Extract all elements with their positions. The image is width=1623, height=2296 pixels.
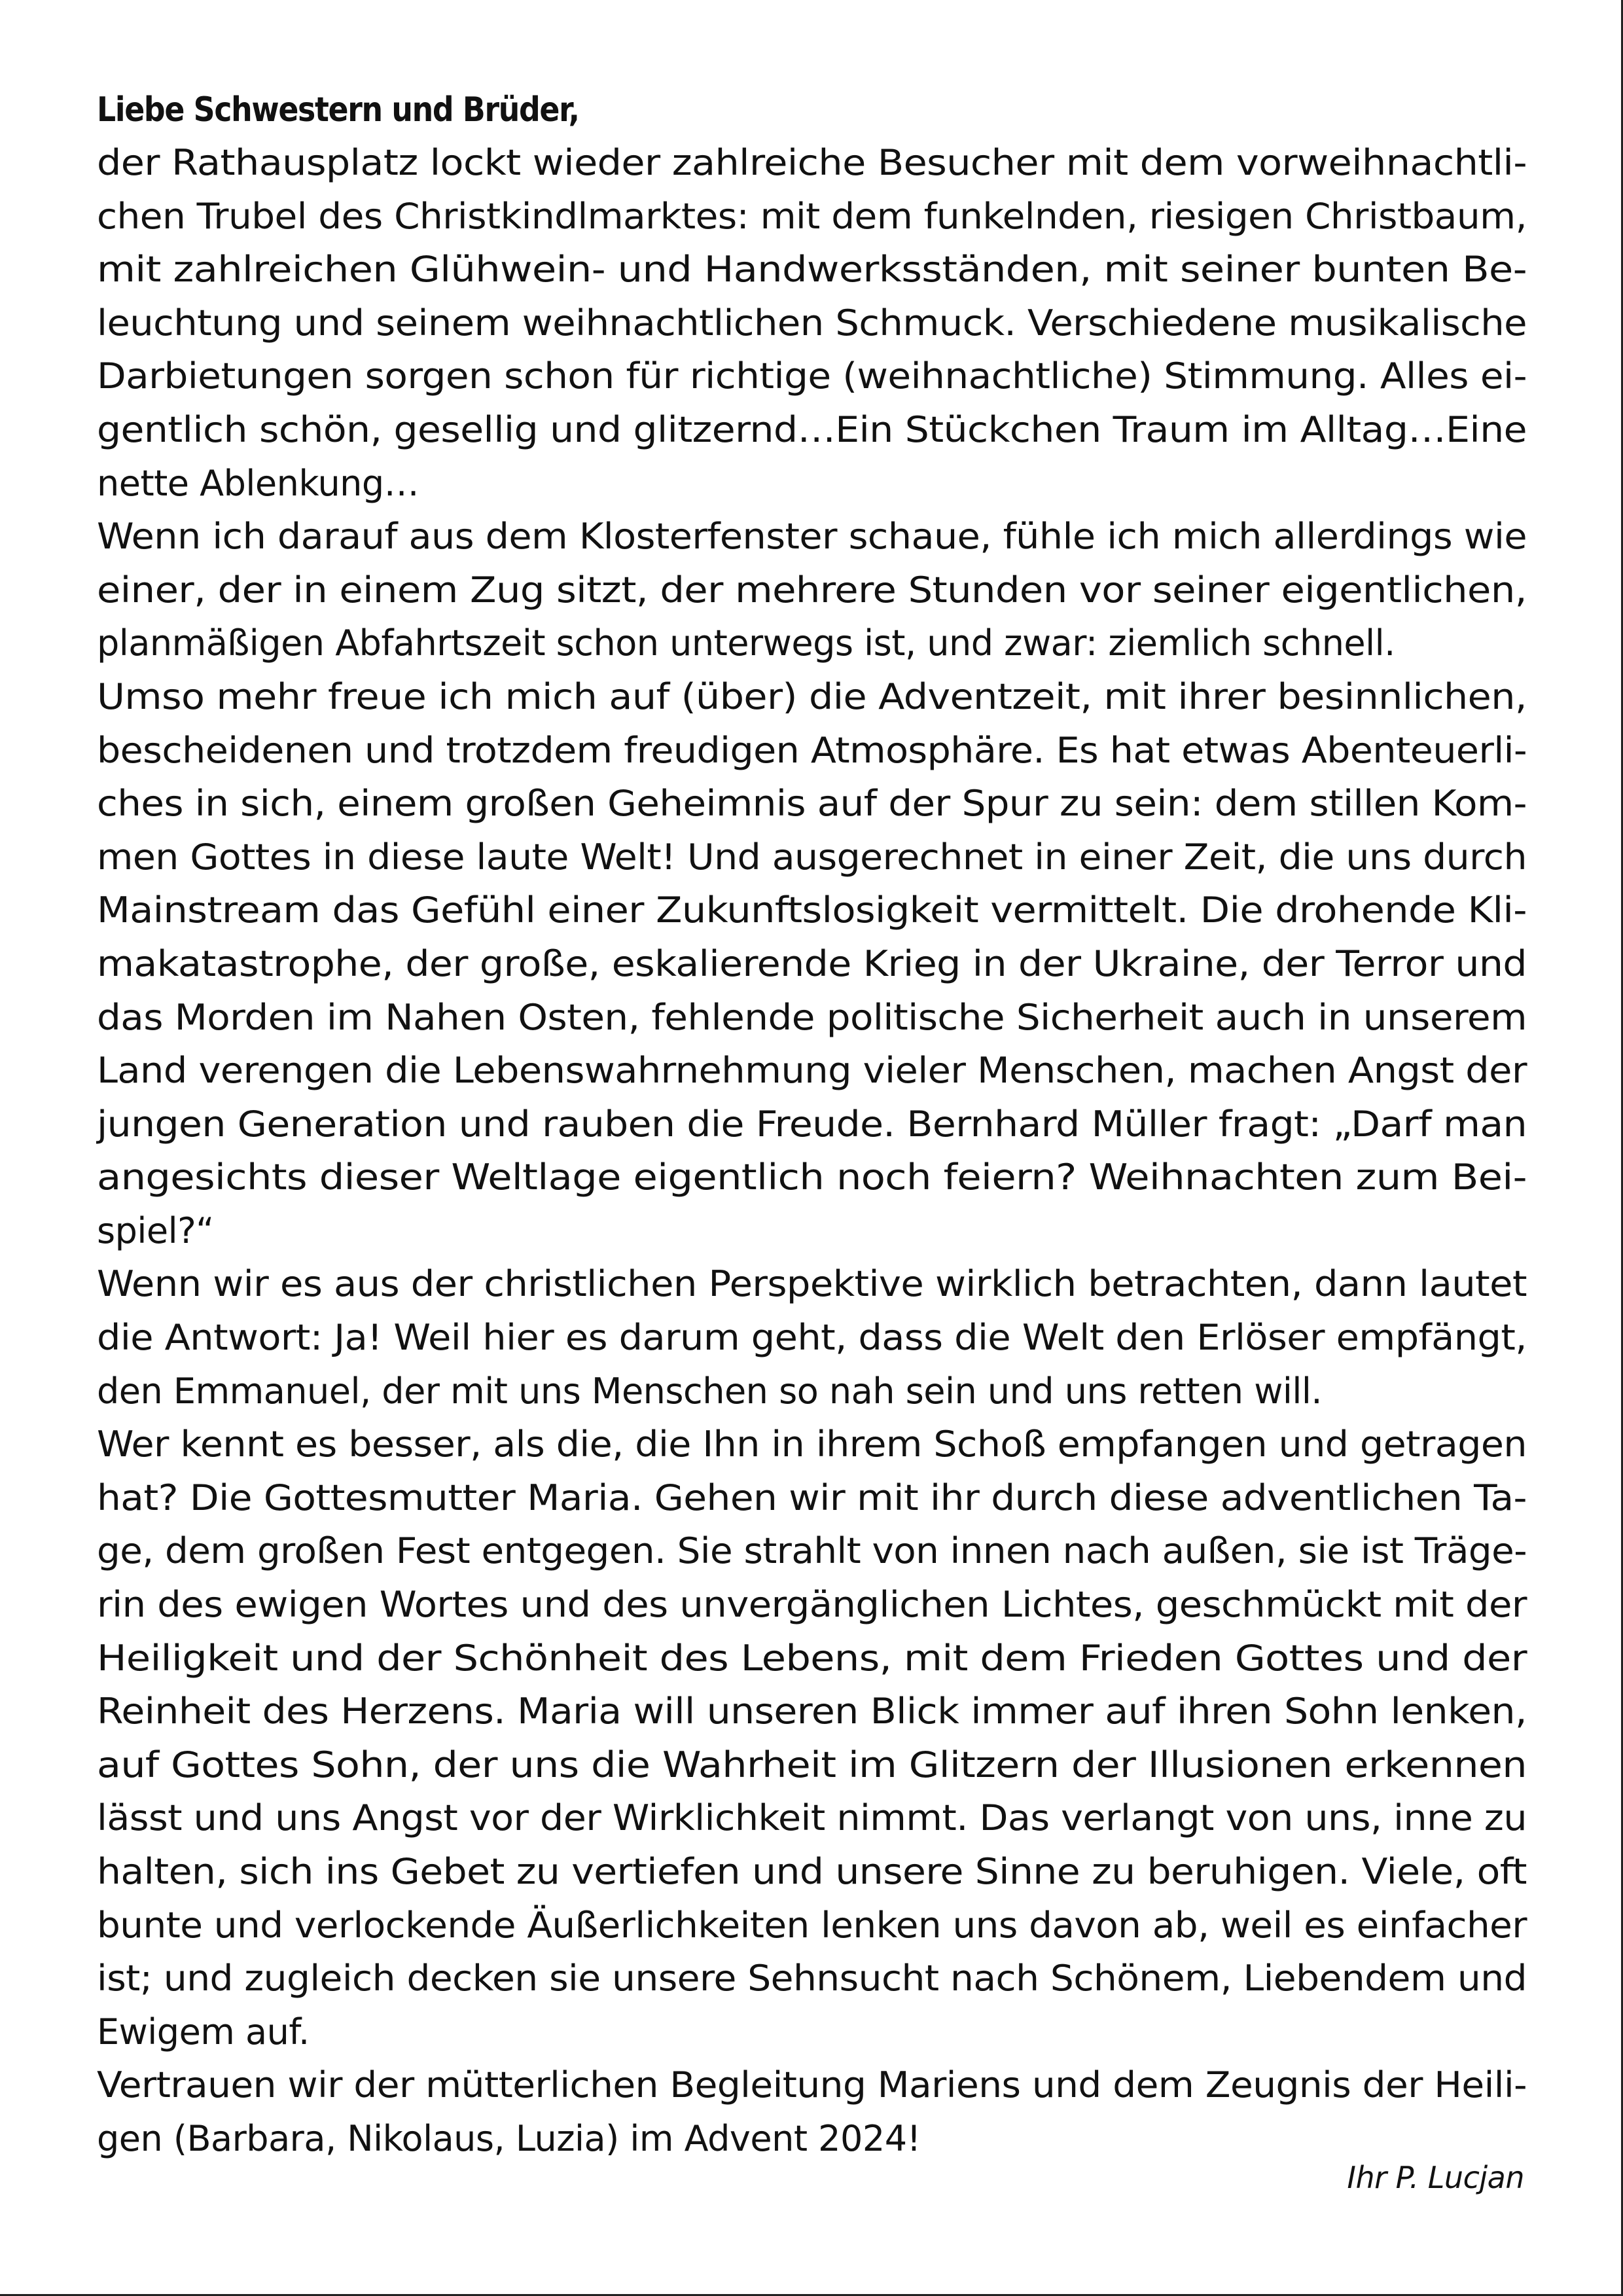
text-line-content: Darbietungen sorgen schon für richtige (weihnachtliche) Stimmung. Alles ei-	[97, 355, 1527, 397]
paragraph	[97, 510, 1527, 670]
text-line-content: den Emmanuel, der mit uns Menschen so nah sein und uns retten will.	[97, 1370, 1323, 1412]
text-line-content: rin des ewigen Wortes und des unvergänglichen Lichtes, geschmückt mit der	[97, 1584, 1527, 1626]
text-line-content: jungen Generation und rauben die Freude. Bernhard Müller fragt: „Darf man	[97, 1103, 1527, 1145]
text-line	[97, 884, 1527, 937]
text-line-content: bescheidenen und trotzdem freudigen Atmosphäre. Es hat etwas Abenteuerli-	[97, 729, 1527, 771]
text-line	[97, 1738, 1527, 1792]
text-line-content: spiel?“	[97, 1210, 214, 1251]
text-line	[97, 1044, 1527, 1098]
text-line	[97, 777, 1527, 831]
text-line-content: mit zahlreichen Glühwein- und Handwerksständen, mit seiner bunten Be-	[97, 249, 1527, 291]
text-line	[97, 991, 1527, 1045]
text-line	[97, 457, 1527, 511]
text-line	[97, 617, 1527, 670]
text-line	[97, 296, 1527, 350]
text-line	[97, 1204, 1527, 1258]
text-line-content: Wenn wir es aus der christlichen Perspektive wirklich betrachten, dann lautet	[97, 1263, 1527, 1305]
text-line-content: auf Gottes Sohn, der uns die Wahrheit im Glitzern der Illusionen erkennen	[97, 1744, 1527, 1785]
text-line-content: Land verengen die Lebenswahrnehmung vieler Menschen, machen Angst der	[97, 1050, 1527, 1092]
text-line-content: chen Trubel des Christkindlmarktes: mit dem funkelnden, riesigen Christbaum,	[97, 195, 1527, 237]
text-line-content: Mainstream das Gefühl einer Zukunftslosigkeit vermittelt. Die drohende Kli-	[97, 889, 1527, 931]
text-line-content: leuchtung und seinem weihnachtlichen Schmuck. Verschiedene musikalische	[97, 302, 1527, 344]
paragraph	[97, 670, 1527, 1258]
text-line	[97, 1632, 1527, 1685]
text-line-content: der Rathausplatz lockt wieder zahlreiche Besucher mit dem vorweihnachtli-	[97, 142, 1527, 183]
text-line	[97, 510, 1527, 564]
text-line	[97, 1952, 1527, 2005]
paragraphs-container	[97, 136, 1527, 2166]
text-line-content: ches in sich, einem großen Geheimnis auf der Spur zu sein: dem stillen Kom-	[97, 783, 1527, 825]
text-line	[97, 1311, 1527, 1365]
text-line-content: hat? Die Gottesmutter Maria. Gehen wir mit ihr durch diese adventlichen Ta-	[97, 1477, 1527, 1518]
text-line-content: makatastrophe, der große, eskalierende Krieg in der Ukraine, der Terror und	[97, 942, 1527, 984]
text-line-content: bunte und verlockende Äußerlichkeiten lenken uns davon ab, weil es einfacher	[97, 1904, 1527, 1946]
text-line-content: Reinheit des Herzens. Maria will unseren Blick immer auf ihren Sohn lenken,	[97, 1691, 1527, 1732]
paragraph	[97, 1257, 1527, 1418]
text-line	[97, 136, 1527, 190]
text-line	[97, 670, 1527, 724]
text-line-content: die Antwort: Ja! Weil hier es darum geht, dass die Welt den Erlöser empfängt,	[97, 1317, 1527, 1359]
text-line	[97, 243, 1527, 296]
text-line	[97, 724, 1527, 778]
text-line	[97, 1899, 1527, 1952]
text-line	[97, 1845, 1527, 1899]
text-line-content: men Gottes in diese laute Welt! Und ausgerechnet in einer Zeit, die uns durch	[97, 836, 1527, 878]
text-line-content: nette Ablenkung…	[97, 462, 419, 504]
text-line-content: Ewigem auf.	[97, 2011, 310, 2053]
text-line	[97, 831, 1527, 884]
text-line-content: halten, sich ins Gebet zu vertiefen und unsere Sinne zu beruhigen. Viele, oft	[97, 1851, 1527, 1892]
text-line	[97, 1524, 1527, 1578]
text-line	[97, 1471, 1527, 1525]
text-line	[97, 1151, 1527, 1204]
text-line	[97, 1418, 1527, 1471]
text-line-content: Wer kennt es besser, als die, die Ihn in ihrem Schoß empfangen und getragen	[97, 1424, 1527, 1465]
text-line	[97, 1791, 1527, 1845]
text-line-content: planmäßigen Abfahrtszeit schon unterwegs ist, und zwar: ziemlich schnell.	[97, 622, 1395, 664]
text-line	[97, 564, 1527, 617]
text-line-content: ge, dem großen Fest entgegen. Sie strahlt von innen nach außen, sie ist Träge-	[97, 1530, 1527, 1572]
text-line-content: das Morden im Nahen Osten, fehlende politische Sicherheit auch in unserem	[97, 996, 1527, 1038]
text-line	[97, 1257, 1527, 1311]
text-line	[97, 1098, 1527, 1151]
text-line-content: Vertrauen wir der mütterlichen Begleitung Mariens und dem Zeugnis der Heili-	[97, 2064, 1527, 2106]
text-line	[97, 1685, 1527, 1738]
text-line	[97, 2058, 1527, 2112]
text-line	[97, 1578, 1527, 1632]
paragraph	[97, 136, 1527, 510]
text-line	[97, 1365, 1527, 1418]
text-line	[97, 2112, 1527, 2166]
text-line-content: angesichts dieser Weltlage eigentlich noch feiern? Weihnachten zum Bei-	[97, 1157, 1527, 1198]
text-line-content: gentlich schön, gesellig und glitzernd…Ein Stückchen Traum im Alltag…Eine	[97, 408, 1527, 450]
text-line-content: einer, der in einem Zug sitzt, der mehrere Stunden vor seiner eigentlichen,	[97, 569, 1527, 611]
salutation-heading: Liebe Schwestern und Brüder,	[97, 90, 579, 130]
paragraph	[97, 1418, 1527, 2058]
text-line-content: Umso mehr freue ich mich auf (über) die Adventzeit, mit ihrer besinnlichen,	[97, 675, 1527, 717]
text-line	[97, 190, 1527, 243]
text-line	[97, 937, 1527, 991]
text-line	[97, 2005, 1527, 2059]
text-line-content: ist; und zugleich decken sie unsere Sehnsucht nach Schönem, Liebendem und	[97, 1958, 1527, 2000]
text-line-content: lässt und uns Angst vor der Wirklichkeit nimmt. Das verlangt von uns, inne zu	[97, 1797, 1527, 1839]
signature: Ihr P. Lucjan	[1347, 2160, 1524, 2195]
paragraph	[97, 2058, 1527, 2165]
letter-body	[97, 84, 1527, 2166]
text-line	[97, 350, 1527, 403]
text-line	[97, 403, 1527, 457]
text-line-content: gen (Barbara, Nikolaus, Luzia) im Advent 2024!	[97, 2117, 921, 2159]
text-line-content: Wenn ich darauf aus dem Klosterfenster schaue, fühle ich mich allerdings wie	[97, 516, 1527, 558]
text-line-content: Heiligkeit und der Schönheit des Lebens, mit dem Frieden Gottes und der	[97, 1637, 1527, 1679]
